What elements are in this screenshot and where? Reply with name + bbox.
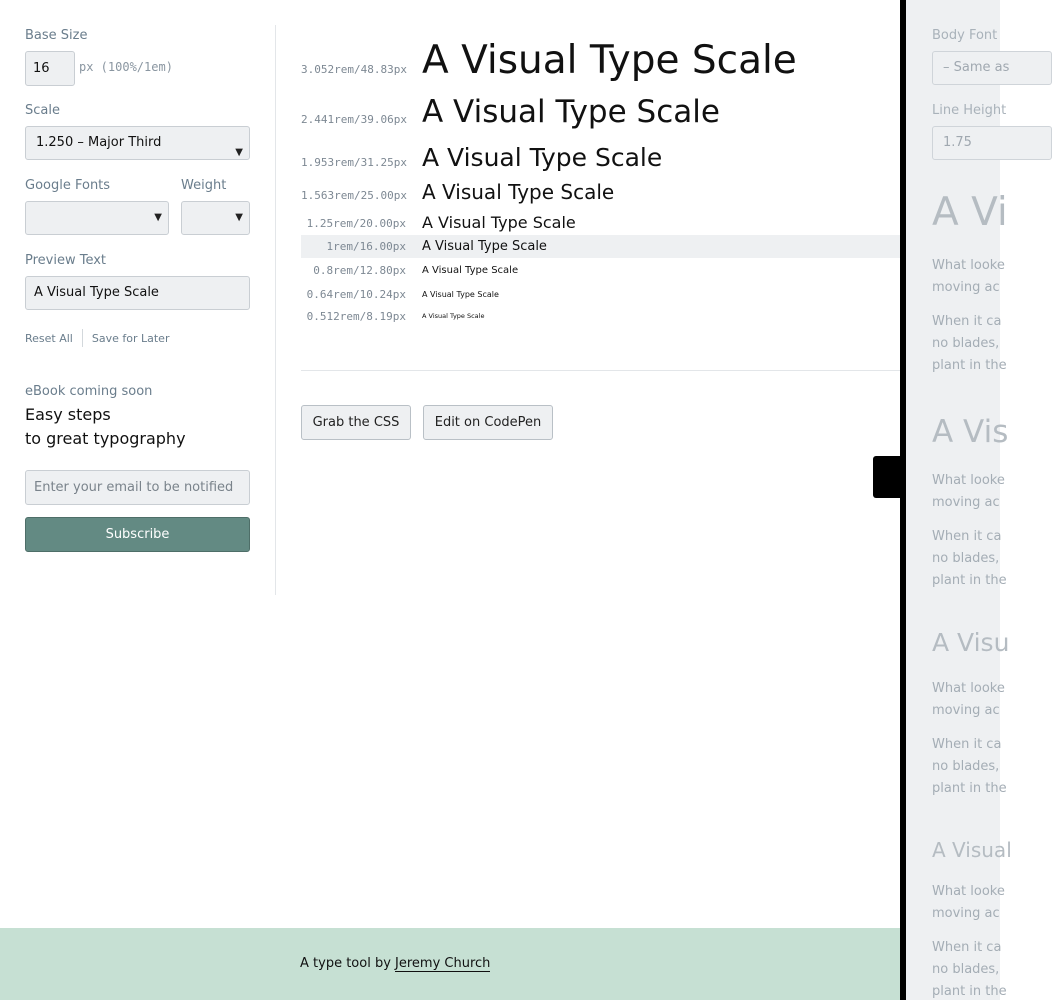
scale-row-sample: A Visual Type Scale	[422, 94, 720, 130]
preview-paragraph	[932, 470, 1005, 514]
scale-row-meta: 3.052rem/48.83px	[301, 62, 407, 76]
email-field[interactable]: Enter your email to be notified	[25, 470, 250, 505]
weight-label: Weight	[181, 178, 227, 193]
paragraph-line: no blades,	[932, 336, 1000, 351]
scale-row-sample: A Visual Type Scale	[422, 212, 576, 232]
body-font-label: Body Font	[932, 28, 998, 43]
paragraph-line: moving ac	[932, 703, 1000, 718]
paragraph-line: What looke	[932, 681, 1005, 696]
preview-paragraph	[932, 526, 1007, 592]
scale-select-value: 1.250 – Major Third	[36, 135, 162, 150]
line-height-label: Line Height	[932, 103, 1007, 118]
scale-row	[301, 140, 901, 174]
paragraph-line: plant in the	[932, 573, 1007, 588]
scale-row	[301, 37, 901, 83]
author-link[interactable]: Jeremy Church	[395, 956, 491, 971]
paragraph-line: moving ac	[932, 495, 1000, 510]
body-font-select[interactable]: – Same as	[932, 51, 1052, 85]
scale-divider	[301, 370, 901, 371]
scale-row-base	[301, 235, 901, 258]
scale-row	[301, 92, 901, 132]
reset-all-link[interactable]: Reset All	[25, 331, 73, 345]
scale-row-meta: 1.563rem/25.00px	[301, 188, 407, 202]
paragraph-line: When it ca	[932, 940, 1002, 955]
preview-heading-3: A Visu	[932, 628, 1010, 657]
grab-css-button[interactable]: Grab the CSS	[301, 405, 411, 440]
paragraph-line: What looke	[932, 473, 1005, 488]
scale-row	[301, 286, 901, 302]
scale-row	[301, 178, 901, 206]
scale-row-sample: A Visual Type Scale	[422, 289, 499, 299]
scale-row-sample: A Visual Type Scale	[422, 37, 797, 83]
base-size-label: Base Size	[25, 28, 88, 43]
scale-row-meta: 0.64rem/10.24px	[306, 287, 406, 301]
preview-paragraph	[932, 678, 1005, 722]
paragraph-line: When it ca	[932, 314, 1002, 329]
scale-row-sample: A Visual Type Scale	[422, 264, 519, 276]
chevron-down-icon: ▼	[154, 212, 162, 223]
scale-row-meta: 1.25rem/20.00px	[306, 217, 406, 230]
edit-codepen-button[interactable]: Edit on CodePen	[423, 405, 553, 440]
save-for-later-link[interactable]: Save for Later	[91, 331, 170, 345]
paragraph-line: plant in the	[932, 781, 1007, 796]
scale-row-sample: A Visual Type Scale	[422, 239, 547, 254]
scale-row-meta: 0.512rem/8.19px	[306, 309, 406, 323]
panel-toggle-handle[interactable]	[873, 456, 903, 498]
paragraph-line: What looke	[932, 258, 1005, 273]
paragraph-line: When it ca	[932, 737, 1002, 752]
scale-row-meta: 1.953rem/31.25px	[301, 155, 407, 169]
settings-panel	[900, 0, 1012, 1000]
chevron-down-icon: ▼	[235, 147, 243, 158]
link-divider	[82, 329, 83, 347]
sidebar-divider	[275, 25, 276, 595]
sidebar-links	[25, 329, 169, 347]
preview-paragraph	[932, 881, 1005, 925]
scale-row	[301, 261, 901, 279]
preview-paragraph	[932, 311, 1007, 377]
scale-row-sample: A Visual Type Scale	[422, 180, 615, 204]
preview-text-input[interactable]: A Visual Type Scale	[25, 276, 250, 310]
paragraph-line: moving ac	[932, 280, 1000, 295]
ebook-title	[25, 403, 255, 451]
scale-row-meta: 2.441rem/39.06px	[301, 112, 407, 126]
base-size-input[interactable]: 16	[25, 51, 75, 86]
paragraph-line: plant in the	[932, 984, 1007, 999]
scale-row-sample: A Visual Type Scale	[422, 142, 663, 172]
paragraph-line: no blades,	[932, 551, 1000, 566]
ebook-label: eBook coming soon	[25, 384, 153, 399]
preview-heading-4: A Visual	[932, 838, 1012, 862]
scale-row-meta: 1rem/16.00px	[326, 240, 406, 253]
scale-row-meta: 0.8rem/12.80px	[313, 263, 406, 277]
line-height-input[interactable]: 1.75	[932, 126, 1052, 160]
scale-select[interactable]	[25, 126, 250, 160]
preview-paragraph	[932, 937, 1007, 1003]
google-fonts-label: Google Fonts	[25, 178, 111, 193]
scale-row	[301, 309, 901, 323]
paragraph-line: no blades,	[932, 759, 1000, 774]
paragraph-line: moving ac	[932, 906, 1000, 921]
base-size-unit: px (100%/1em)	[79, 60, 173, 74]
preview-paragraph	[932, 255, 1005, 299]
paragraph-line: What looke	[932, 884, 1005, 899]
paragraph-line: no blades,	[932, 962, 1000, 977]
preview-text-label: Preview Text	[25, 253, 107, 268]
preview-heading-1: A Vi	[932, 190, 1008, 235]
scale-label: Scale	[25, 103, 60, 118]
footer-prefix: A type tool by	[300, 956, 396, 971]
weight-select[interactable]	[181, 201, 250, 235]
scale-row-sample: A Visual Type Scale	[422, 312, 485, 320]
ebook-title-line1: Easy steps	[25, 405, 111, 424]
preview-heading-2: A Vis	[932, 414, 1009, 450]
chevron-down-icon: ▼	[235, 212, 243, 223]
preview-paragraph	[932, 734, 1007, 800]
subscribe-button[interactable]: Subscribe	[25, 517, 250, 552]
google-fonts-select[interactable]	[25, 201, 169, 235]
footer	[0, 928, 900, 1000]
ebook-title-line2: to great typography	[25, 429, 186, 448]
scale-row	[301, 210, 901, 234]
footer-credit	[300, 956, 490, 971]
paragraph-line: When it ca	[932, 529, 1002, 544]
paragraph-line: plant in the	[932, 358, 1007, 373]
